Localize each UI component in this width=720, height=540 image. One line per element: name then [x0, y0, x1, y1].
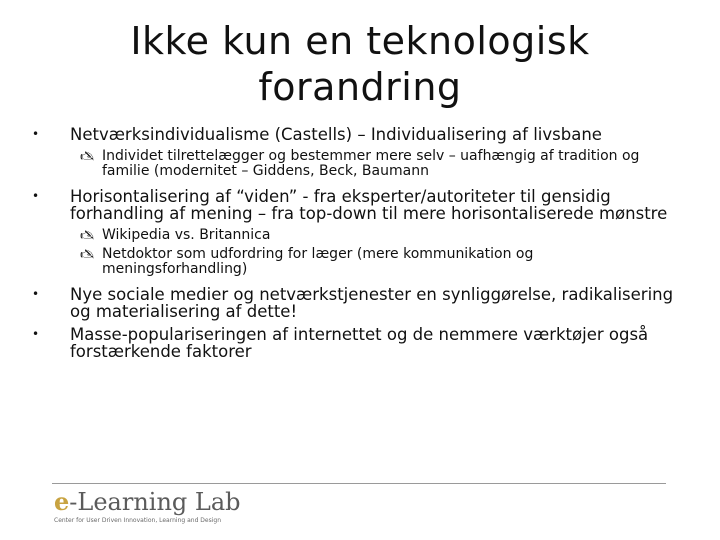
- logo-name: -Learning Lab: [69, 488, 241, 516]
- logo-tagline: Center for User Driven Innovation, Learning and Design: [54, 517, 221, 524]
- elearning-lab-logo: [54, 488, 241, 525]
- pointing-hand-icon: 🖎: [80, 228, 95, 242]
- bullet-dot-icon: •: [32, 327, 40, 341]
- sub-bullet-item: [30, 247, 680, 277]
- bullet-dot-icon: •: [32, 287, 40, 301]
- sub-bullet-text: Wikipedia vs. Britannica: [102, 227, 271, 243]
- bullet-text: Horisontalisering af “viden” - fra eksperter/autoriteter til gensidig forhandling af mening – fra top-down til mere horisontaliserede mønstre: [70, 187, 668, 223]
- sub-bullet-group: [30, 228, 680, 277]
- bullet-text: Netværksindividualisme (Castells) – Individualisering af livsbane: [70, 125, 602, 144]
- bullet-item: [30, 188, 680, 222]
- sub-bullet-item: [30, 149, 680, 179]
- slide-title-line-2: forandring: [258, 65, 462, 109]
- bullet-dot-icon: •: [32, 127, 40, 141]
- pointing-hand-icon: 🖎: [80, 149, 95, 163]
- bullet-item: [30, 286, 680, 320]
- sub-bullet-text: Individet tilrettelægger og bestemmer mere selv – uafhængig af tradition og familie (modernitet – Giddens, Beck, Baumann: [102, 148, 640, 179]
- slide-title: [40, 18, 680, 110]
- bullet-text: Nye sociale medier og netværkstjenester en synliggørelse, radikalisering og materialisering af dette!: [70, 285, 674, 321]
- sub-bullet-group: [30, 149, 680, 179]
- bullet-list: [30, 126, 680, 366]
- logo-e-mark: e: [54, 487, 70, 516]
- slide-title-line-1: Ikke kun en teknologisk: [130, 19, 590, 63]
- bullet-item: [30, 326, 680, 360]
- pointing-hand-icon: 🖎: [80, 247, 95, 261]
- footer-divider: [52, 483, 666, 484]
- bullet-item: [30, 126, 680, 143]
- logo-wordmark: [54, 488, 241, 516]
- sub-bullet-text: Netdoktor som udfordring for læger (mere kommunikation og meningsforhandling): [102, 246, 534, 277]
- bullet-dot-icon: •: [32, 189, 40, 203]
- bullet-text: Masse-populariseringen af internettet og de nemmere værktøjer også forstærkende faktorer: [70, 325, 649, 361]
- sub-bullet-item: [30, 228, 680, 243]
